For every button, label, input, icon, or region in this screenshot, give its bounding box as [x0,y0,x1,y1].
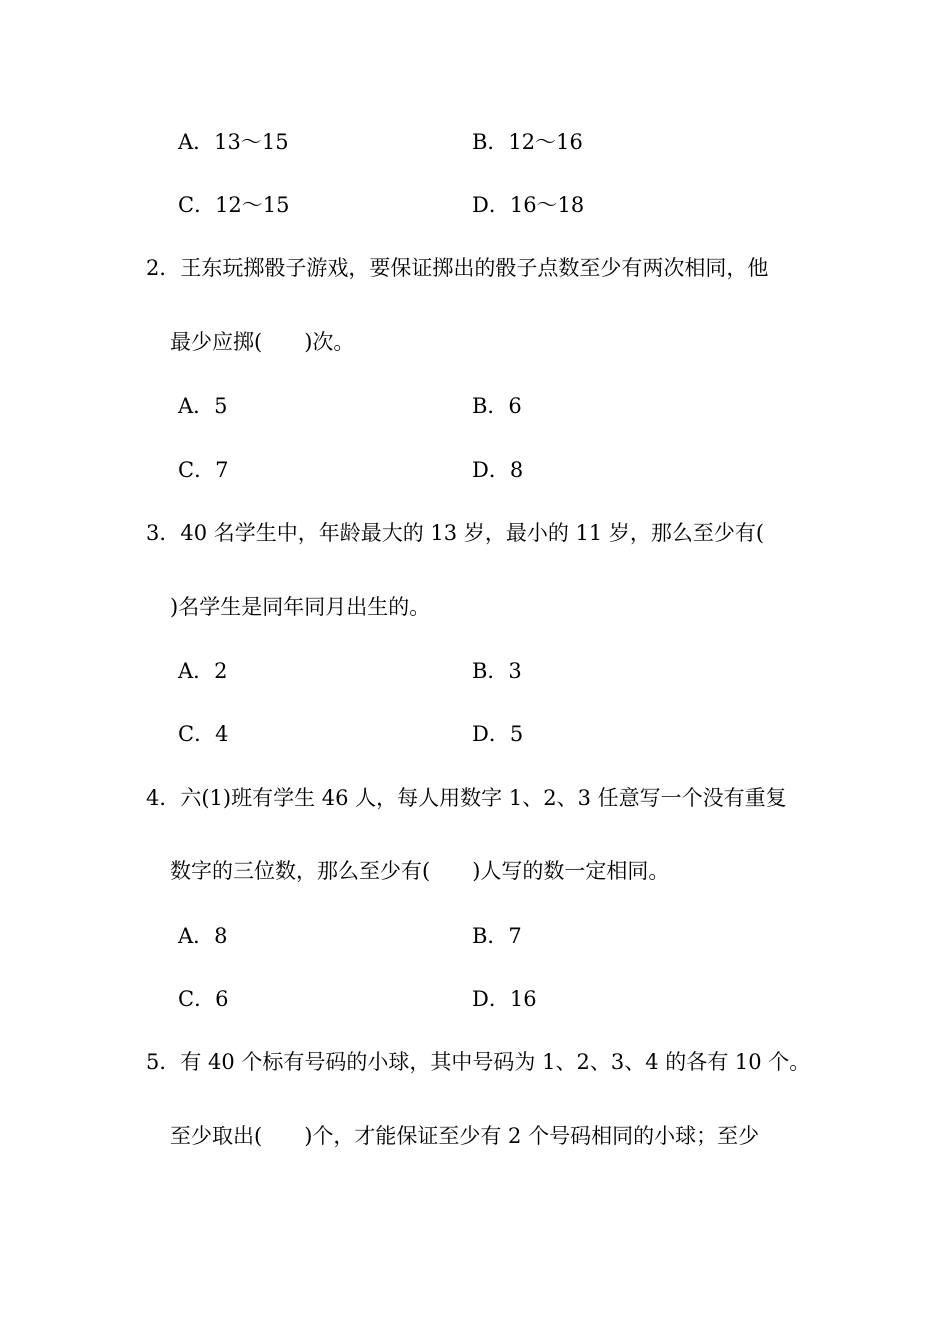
q1-option-a: A．13～15 [178,130,289,154]
q4-option-d: D．16 [472,987,537,1011]
q3-stem-line2: )名学生是同年同月出生的。 [170,595,431,619]
q5-stem-line1: 5．有 40 个标有号码的小球，其中号码为 1、2、3、4 的各有 10 个。 [146,1050,811,1074]
q1-option-c: C．12～15 [178,193,290,217]
q2-option-c: C．7 [178,458,229,482]
q4-stem-line1: 4．六(1)班有学生 46 人，每人用数字 1、2、3 任意写一个没有重复 [146,786,787,810]
q4-option-c: C．6 [178,987,229,1011]
q4-stem-line2: 数字的三位数，那么至少有( )人写的数一定相同。 [170,859,670,883]
q1-option-d: D．16～18 [472,193,585,217]
q3-option-d: D．5 [472,722,524,746]
q2-option-d: D．8 [472,458,524,482]
q4-option-a: A．8 [178,924,228,948]
q3-option-b: B．3 [472,659,522,683]
q3-stem-line1: 3．40 名学生中，年龄最大的 13 岁，最小的 11 岁，那么至少有( [146,521,765,545]
q5-stem-line2: 至少取出( )个，才能保证至少有 2 个号码相同的小球；至少 [170,1124,760,1148]
q2-option-b: B．6 [472,394,522,418]
q3-option-c: C．4 [178,722,229,746]
q2-stem-line1: 2．王东玩掷骰子游戏，要保证掷出的骰子点数至少有两次相同，他 [146,256,769,280]
q4-option-b: B．7 [472,924,522,948]
q1-option-b: B．12～16 [472,130,583,154]
q3-option-a: A．2 [178,659,228,683]
q2-stem-line2: 最少应掷( )次。 [170,330,355,354]
q2-option-a: A．5 [178,394,228,418]
